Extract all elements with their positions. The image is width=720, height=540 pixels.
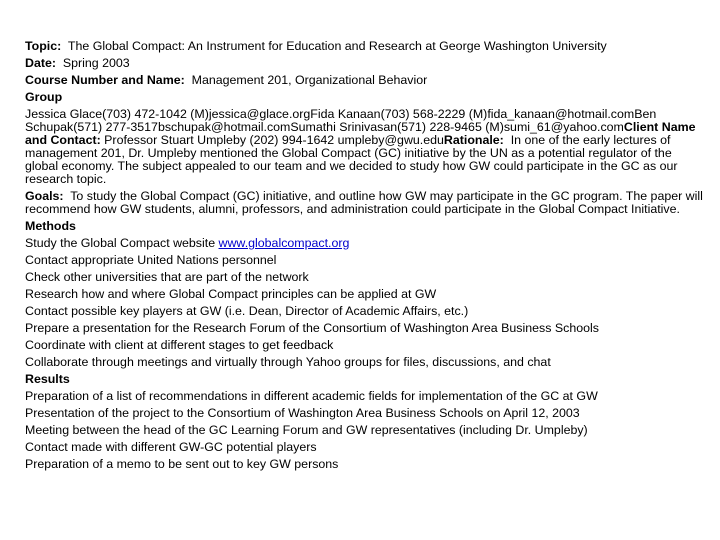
topic-text: The Global Compact: An Instrument for Education and Research at George Washington University — [67, 39, 607, 53]
goals-text: To study the Global Compact (GC) initiative, and outline how GW may participate in the GC program. The paper will recommend how GW students, alumni, professors, and administration could participate in the Global Compact Initiative. — [25, 189, 703, 216]
methods-item: Prepare a presentation for the Research Forum of the Consortium of Washington Area Business Schools — [25, 321, 599, 335]
course-text: Management 201, Organizational Behavior — [191, 73, 428, 87]
goals-label: Goals: — [25, 189, 64, 203]
rationale-label: Rationale: — [443, 133, 504, 147]
methods-item: Check other universities that are part of the network — [25, 270, 309, 284]
methods-item: Contact appropriate United Nations personnel — [25, 253, 277, 267]
methods-item — [25, 235, 705, 252]
methods-item: Collaborate through meetings and virtually through Yahoo groups for files, discussions, and chat — [25, 355, 551, 369]
methods-item: Coordinate with client at different stages to get feedback — [25, 338, 334, 352]
date-text: Spring 2003 — [62, 56, 130, 70]
group-heading: Group — [25, 90, 63, 104]
results-item: Contact made with different GW-GC potential players — [25, 440, 317, 454]
methods-item: Contact possible key players at GW (i.e. Dean, Director of Academic Affairs, etc.) — [25, 304, 469, 318]
rationale-text: In one of the early lectures of management 201, Dr. Umpleby mentioned the Global Compact (GC) initiative by the UN as a potential regulator of the global economy. The subject appealed to our team and we decided to study how GW could participate in the GC as our research topic. — [25, 133, 678, 186]
group-members: Jessica Glace(703) 472-1042 (M)jessica@glace.orgFida Kanaan(703) 568-2229 (M)fida_kanaan@hotmail.comBen Schupak(571) 277-3517bschupak@hotmail.comSumathi Srinivasan(571) 228-9465 (M)sumi_61@yahoo.com — [25, 107, 657, 134]
date-line — [25, 55, 705, 72]
results-item: Meeting between the head of the GC Learning Forum and GW representatives (including Dr. Umpleby) — [25, 423, 588, 437]
methods-item: Research how and where Global Compact principles can be applied at GW — [25, 287, 437, 301]
course-label: Course Number and Name: — [25, 73, 185, 87]
methods-heading: Methods — [25, 219, 76, 233]
group-and-rationale-paragraph — [25, 106, 705, 188]
globalcompact-link[interactable]: www.globalcompact.org — [218, 236, 350, 250]
methods-item-text: Study the Global Compact website — [25, 236, 219, 250]
topic-line — [25, 38, 705, 55]
topic-label: Topic: — [25, 39, 62, 53]
results-item: Presentation of the project to the Consortium of Washington Area Business Schools on April 12, 2003 — [25, 406, 580, 420]
results-item: Preparation of a list of recommendations in different academic fields for implementation of the GC at GW — [25, 389, 598, 403]
date-label: Date: — [25, 56, 56, 70]
document-body — [25, 38, 705, 473]
results-item: Preparation of a memo to be sent out to key GW persons — [25, 457, 339, 471]
goals-paragraph — [25, 188, 705, 218]
course-line — [25, 72, 705, 89]
client-text: Professor Stuart Umpleby (202) 994-1642 umpleby@gwu.edu — [104, 133, 444, 147]
results-heading: Results — [25, 372, 70, 386]
client-label: Client Name and Contact: — [25, 120, 696, 147]
